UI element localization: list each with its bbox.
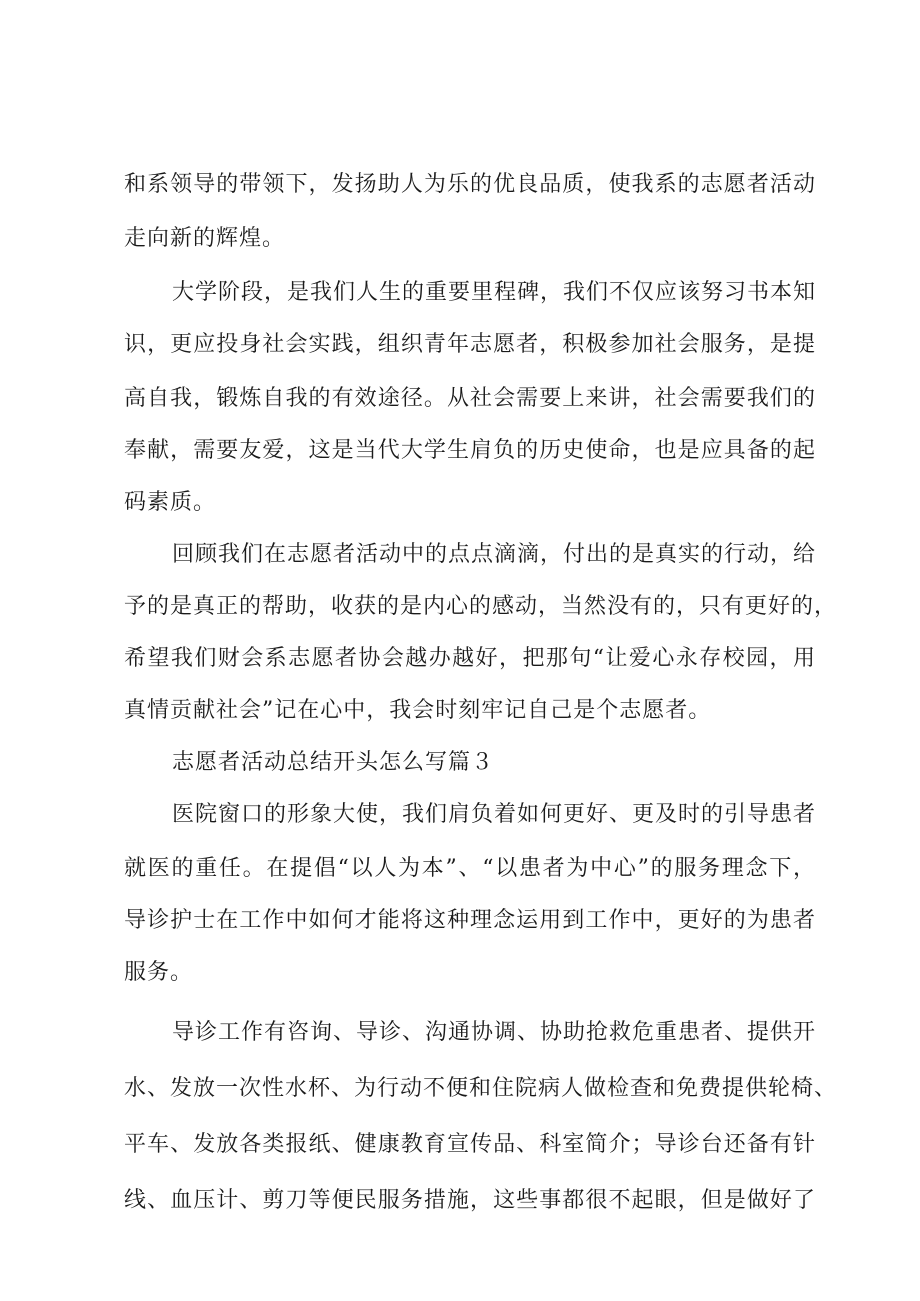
- text-line: 码素质。: [124, 490, 217, 515]
- text-line: 和系领导的带领下，发扬助人为乐的优良品质，使我系的志愿者活动: [124, 172, 816, 197]
- text-line: 就医的重任。在提倡“以人为本”、“以患者为中心”的服务理念下，: [124, 856, 816, 881]
- text-line: 导诊护士在工作中如何才能将这种理念运用到工作中，更好的为患者: [124, 908, 816, 933]
- text-line: 高自我，锻炼自我的有效途径。从社会需要上来讲，社会需要我们的: [124, 386, 816, 411]
- text-line: 予的是真正的帮助，收获的是内心的感动，当然没有的，只有更好的，: [124, 594, 838, 619]
- text-line: 医院窗口的形象大使，我们肩负着如何更好、更及时的引导患者: [172, 802, 817, 827]
- text-line: 线、血压计、剪刀等便民服务措施，这些事都很不起眼，但是做好了: [124, 1188, 816, 1213]
- text-line: 平车、发放各类报纸、健康教育宣传品、科室简介；导诊台还备有针: [124, 1132, 816, 1157]
- section-heading: 志愿者活动总结开头怎么写篇３: [172, 750, 495, 775]
- text-line: 识，更应投身社会实践，组织青年志愿者，积极参加社会服务，是提: [124, 332, 816, 357]
- text-line: 走向新的辉煌。: [124, 226, 286, 251]
- text-line: 服务。: [124, 960, 194, 985]
- text-line: 大学阶段，是我们人生的重要里程碑，我们不仅应该努习书本知: [172, 280, 817, 305]
- text-line: 希望我们财会系志愿者协会越办越好，把那句“让爱心永存校园，用: [124, 646, 816, 671]
- text-line: 真情贡献社会”记在心中，我会时刻牢记自己是个志愿者。: [124, 698, 712, 723]
- text-line: 水、发放一次性水杯、为行动不便和住院病人做检查和免费提供轮椅、: [124, 1076, 838, 1101]
- text-line: 奉献，需要友爱，这是当代大学生肩负的历史使命，也是应具备的起: [124, 438, 816, 463]
- text-line: 回顾我们在志愿者活动中的点点滴滴，付出的是真实的行动，给: [172, 542, 817, 567]
- text-line: 导诊工作有咨询、导诊、沟通协调、协助抢救危重患者、提供开: [172, 1020, 817, 1045]
